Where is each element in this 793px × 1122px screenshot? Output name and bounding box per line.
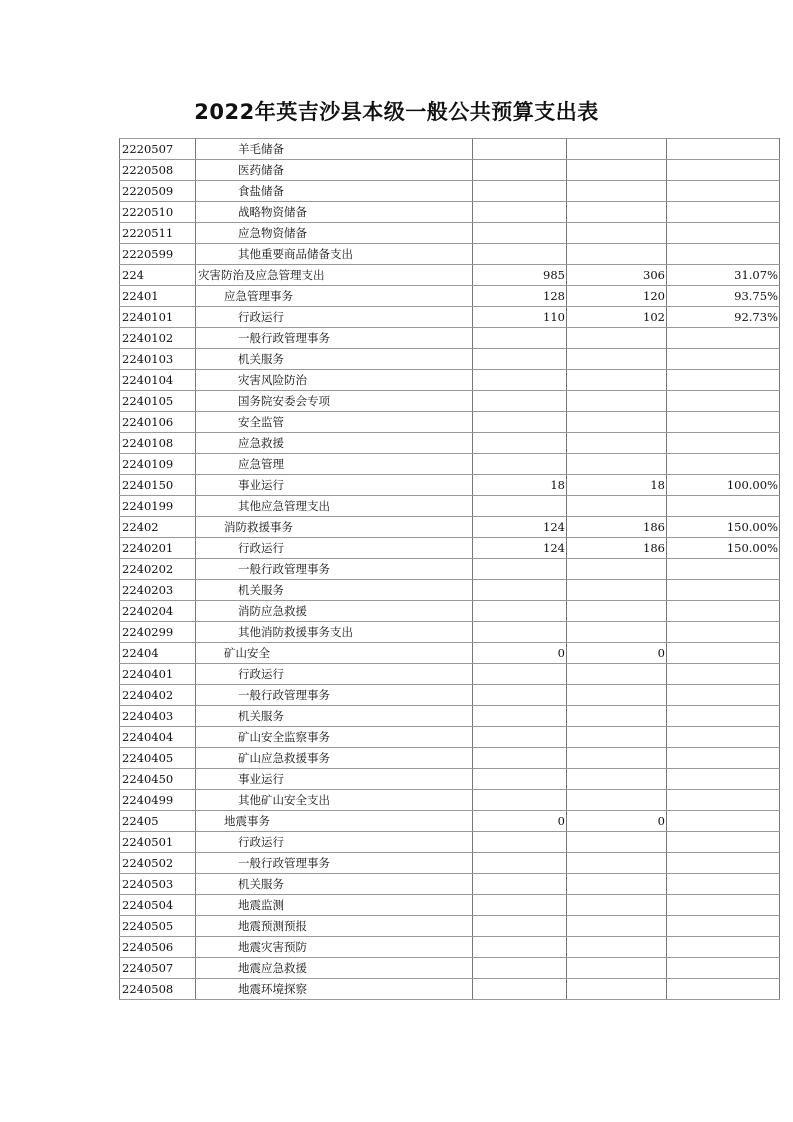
cell-code: 2240299 [120, 622, 196, 643]
cell-code: 2240504 [120, 895, 196, 916]
cell-name: 其他重要商品储备支出 [196, 244, 473, 265]
cell-value-2 [567, 370, 667, 391]
cell-value-1 [473, 916, 567, 937]
cell-value-1 [473, 412, 567, 433]
cell-value-2 [567, 685, 667, 706]
cell-name: 消防应急救援 [196, 601, 473, 622]
cell-value-2 [567, 895, 667, 916]
cell-rate [667, 748, 780, 769]
table-row [120, 454, 780, 475]
table-row [120, 832, 780, 853]
table-row [120, 181, 780, 202]
cell-name: 矿山安全 [196, 643, 473, 664]
cell-value-2: 186 [567, 517, 667, 538]
table-row [120, 727, 780, 748]
table-row [120, 937, 780, 958]
table-row [120, 706, 780, 727]
cell-rate: 92.73% [667, 307, 780, 328]
cell-value-2 [567, 979, 667, 1000]
cell-value-1 [473, 895, 567, 916]
cell-rate [667, 664, 780, 685]
cell-name: 机关服务 [196, 349, 473, 370]
cell-name: 应急管理事务 [196, 286, 473, 307]
cell-name: 事业运行 [196, 769, 473, 790]
cell-value-2 [567, 139, 667, 160]
cell-code: 2240450 [120, 769, 196, 790]
cell-rate [667, 412, 780, 433]
cell-name: 羊毛储备 [196, 139, 473, 160]
cell-name: 消防救援事务 [196, 517, 473, 538]
cell-name: 国务院安委会专项 [196, 391, 473, 412]
cell-value-1: 128 [473, 286, 567, 307]
cell-code: 2240507 [120, 958, 196, 979]
cell-code: 2220510 [120, 202, 196, 223]
cell-rate: 100.00% [667, 475, 780, 496]
cell-name: 一般行政管理事务 [196, 685, 473, 706]
cell-value-2 [567, 433, 667, 454]
cell-value-1: 124 [473, 517, 567, 538]
cell-value-2 [567, 601, 667, 622]
cell-value-1 [473, 937, 567, 958]
cell-rate [667, 244, 780, 265]
cell-rate [667, 811, 780, 832]
cell-code: 2240508 [120, 979, 196, 1000]
cell-rate [667, 580, 780, 601]
cell-value-2: 306 [567, 265, 667, 286]
table-row [120, 160, 780, 181]
cell-value-2 [567, 580, 667, 601]
cell-name: 一般行政管理事务 [196, 853, 473, 874]
cell-code: 2240102 [120, 328, 196, 349]
cell-rate [667, 370, 780, 391]
table-row [120, 916, 780, 937]
cell-value-2: 102 [567, 307, 667, 328]
cell-value-1 [473, 139, 567, 160]
page-title: 2022年英吉沙县本级一般公共预算支出表 [194, 100, 599, 124]
cell-value-1 [473, 874, 567, 895]
table-row [120, 538, 780, 559]
cell-rate [667, 496, 780, 517]
table-row [120, 853, 780, 874]
cell-name: 矿山应急救援事务 [196, 748, 473, 769]
table-row [120, 979, 780, 1000]
table-row [120, 664, 780, 685]
cell-value-2: 0 [567, 811, 667, 832]
cell-value-1 [473, 202, 567, 223]
cell-code: 2240106 [120, 412, 196, 433]
cell-value-1 [473, 664, 567, 685]
cell-rate [667, 874, 780, 895]
cell-rate [667, 202, 780, 223]
cell-rate [667, 706, 780, 727]
cell-value-1 [473, 496, 567, 517]
cell-value-2 [567, 748, 667, 769]
cell-code: 2240405 [120, 748, 196, 769]
cell-code: 2240150 [120, 475, 196, 496]
table-row [120, 958, 780, 979]
cell-name: 行政运行 [196, 538, 473, 559]
cell-value-1 [473, 622, 567, 643]
cell-code: 2240402 [120, 685, 196, 706]
cell-code: 2240108 [120, 433, 196, 454]
cell-name: 地震灾害预防 [196, 937, 473, 958]
cell-name: 其他消防救援事务支出 [196, 622, 473, 643]
cell-value-2 [567, 916, 667, 937]
cell-code: 2240404 [120, 727, 196, 748]
cell-value-1 [473, 223, 567, 244]
table-row [120, 244, 780, 265]
table-row [120, 685, 780, 706]
cell-value-2 [567, 412, 667, 433]
cell-rate [667, 328, 780, 349]
cell-rate [667, 769, 780, 790]
table-row [120, 895, 780, 916]
cell-rate [667, 622, 780, 643]
cell-name: 地震监测 [196, 895, 473, 916]
cell-rate [667, 685, 780, 706]
cell-name: 地震应急救援 [196, 958, 473, 979]
cell-value-1 [473, 244, 567, 265]
cell-value-1 [473, 160, 567, 181]
table-row [120, 286, 780, 307]
cell-code: 2240203 [120, 580, 196, 601]
cell-code: 2220509 [120, 181, 196, 202]
cell-rate [667, 832, 780, 853]
cell-rate [667, 139, 780, 160]
cell-value-2: 186 [567, 538, 667, 559]
cell-rate [667, 790, 780, 811]
cell-name: 机关服务 [196, 580, 473, 601]
table-row [120, 370, 780, 391]
cell-value-2 [567, 244, 667, 265]
cell-value-2 [567, 328, 667, 349]
cell-value-1 [473, 181, 567, 202]
cell-value-1 [473, 706, 567, 727]
cell-value-1: 18 [473, 475, 567, 496]
cell-value-2 [567, 181, 667, 202]
cell-value-2 [567, 790, 667, 811]
table-row [120, 391, 780, 412]
table-row [120, 265, 780, 286]
cell-value-2 [567, 853, 667, 874]
cell-value-1 [473, 601, 567, 622]
cell-code: 2240109 [120, 454, 196, 475]
table-row [120, 328, 780, 349]
cell-name: 应急管理 [196, 454, 473, 475]
cell-name: 应急物资储备 [196, 223, 473, 244]
cell-name: 地震环境探察 [196, 979, 473, 1000]
cell-code: 2240105 [120, 391, 196, 412]
cell-code: 2220511 [120, 223, 196, 244]
table-row [120, 874, 780, 895]
cell-value-1: 0 [473, 811, 567, 832]
table-row [120, 769, 780, 790]
table-row [120, 412, 780, 433]
cell-value-1 [473, 391, 567, 412]
cell-code: 2240101 [120, 307, 196, 328]
cell-name: 一般行政管理事务 [196, 328, 473, 349]
cell-name: 机关服务 [196, 706, 473, 727]
cell-code: 22401 [120, 286, 196, 307]
cell-value-1: 110 [473, 307, 567, 328]
cell-value-2 [567, 769, 667, 790]
cell-value-2 [567, 496, 667, 517]
cell-name: 一般行政管理事务 [196, 559, 473, 580]
cell-name: 医药储备 [196, 160, 473, 181]
cell-rate [667, 937, 780, 958]
cell-code: 22404 [120, 643, 196, 664]
cell-value-2 [567, 454, 667, 475]
table-row [120, 349, 780, 370]
cell-value-1 [473, 454, 567, 475]
cell-name: 机关服务 [196, 874, 473, 895]
cell-rate [667, 916, 780, 937]
cell-value-1 [473, 433, 567, 454]
cell-value-2 [567, 622, 667, 643]
cell-value-2: 0 [567, 643, 667, 664]
cell-value-1 [473, 979, 567, 1000]
cell-value-1: 124 [473, 538, 567, 559]
cell-code: 22405 [120, 811, 196, 832]
cell-value-1 [473, 769, 567, 790]
table-body [120, 139, 780, 1000]
cell-value-2: 120 [567, 286, 667, 307]
cell-value-2 [567, 706, 667, 727]
table-row [120, 223, 780, 244]
cell-name: 灾害防治及应急管理支出 [196, 265, 473, 286]
cell-value-2 [567, 727, 667, 748]
cell-rate: 150.00% [667, 538, 780, 559]
cell-rate [667, 895, 780, 916]
cell-value-1 [473, 580, 567, 601]
cell-rate [667, 727, 780, 748]
cell-value-1 [473, 685, 567, 706]
cell-code: 2240204 [120, 601, 196, 622]
cell-value-1 [473, 748, 567, 769]
cell-value-1 [473, 958, 567, 979]
cell-value-1 [473, 370, 567, 391]
cell-value-2 [567, 559, 667, 580]
cell-rate [667, 643, 780, 664]
cell-code: 2240502 [120, 853, 196, 874]
cell-rate [667, 160, 780, 181]
cell-rate [667, 601, 780, 622]
table-row [120, 559, 780, 580]
cell-name: 其他矿山安全支出 [196, 790, 473, 811]
cell-value-1 [473, 727, 567, 748]
cell-value-2 [567, 958, 667, 979]
cell-code: 2240505 [120, 916, 196, 937]
table-row [120, 580, 780, 601]
cell-rate [667, 853, 780, 874]
cell-rate: 150.00% [667, 517, 780, 538]
cell-value-2: 18 [567, 475, 667, 496]
cell-value-2 [567, 202, 667, 223]
cell-name: 行政运行 [196, 664, 473, 685]
cell-code: 2240506 [120, 937, 196, 958]
table-row [120, 517, 780, 538]
cell-value-1 [473, 328, 567, 349]
cell-name: 行政运行 [196, 832, 473, 853]
cell-name: 地震事务 [196, 811, 473, 832]
table-row [120, 622, 780, 643]
cell-name: 事业运行 [196, 475, 473, 496]
cell-value-2 [567, 874, 667, 895]
cell-code: 2220507 [120, 139, 196, 160]
cell-code: 2240103 [120, 349, 196, 370]
cell-name: 战略物资储备 [196, 202, 473, 223]
cell-rate [667, 391, 780, 412]
cell-code: 2240501 [120, 832, 196, 853]
cell-rate [667, 958, 780, 979]
cell-value-1 [473, 790, 567, 811]
cell-name: 行政运行 [196, 307, 473, 328]
cell-value-2 [567, 832, 667, 853]
cell-value-1 [473, 832, 567, 853]
cell-name: 食盐储备 [196, 181, 473, 202]
cell-code: 2240499 [120, 790, 196, 811]
cell-value-2 [567, 937, 667, 958]
cell-rate [667, 349, 780, 370]
cell-name: 其他应急管理支出 [196, 496, 473, 517]
cell-value-1 [473, 349, 567, 370]
cell-name: 安全监管 [196, 412, 473, 433]
table-row [120, 139, 780, 160]
table-row [120, 643, 780, 664]
cell-value-1 [473, 853, 567, 874]
cell-code: 2240503 [120, 874, 196, 895]
cell-rate [667, 454, 780, 475]
cell-code: 2220599 [120, 244, 196, 265]
cell-rate [667, 433, 780, 454]
cell-code: 224 [120, 265, 196, 286]
table-row [120, 790, 780, 811]
cell-rate [667, 181, 780, 202]
table-row [120, 475, 780, 496]
table-row [120, 202, 780, 223]
budget-table [119, 138, 780, 1000]
cell-value-2 [567, 391, 667, 412]
cell-code: 2240401 [120, 664, 196, 685]
cell-name: 地震预测预报 [196, 916, 473, 937]
cell-value-2 [567, 223, 667, 244]
cell-value-1: 985 [473, 265, 567, 286]
cell-name: 灾害风险防治 [196, 370, 473, 391]
cell-code: 2220508 [120, 160, 196, 181]
table-row [120, 307, 780, 328]
cell-value-1: 0 [473, 643, 567, 664]
cell-value-2 [567, 664, 667, 685]
cell-name: 应急救援 [196, 433, 473, 454]
table-row [120, 811, 780, 832]
cell-value-1 [473, 559, 567, 580]
cell-value-2 [567, 160, 667, 181]
cell-rate [667, 979, 780, 1000]
cell-code: 2240403 [120, 706, 196, 727]
table-row [120, 601, 780, 622]
cell-code: 22402 [120, 517, 196, 538]
cell-value-2 [567, 349, 667, 370]
cell-code: 2240202 [120, 559, 196, 580]
cell-code: 2240199 [120, 496, 196, 517]
cell-rate [667, 223, 780, 244]
table-row [120, 496, 780, 517]
cell-code: 2240104 [120, 370, 196, 391]
cell-rate: 31.07% [667, 265, 780, 286]
cell-name: 矿山安全监察事务 [196, 727, 473, 748]
table-row [120, 748, 780, 769]
cell-rate [667, 559, 780, 580]
cell-rate: 93.75% [667, 286, 780, 307]
cell-code: 2240201 [120, 538, 196, 559]
table-row [120, 433, 780, 454]
